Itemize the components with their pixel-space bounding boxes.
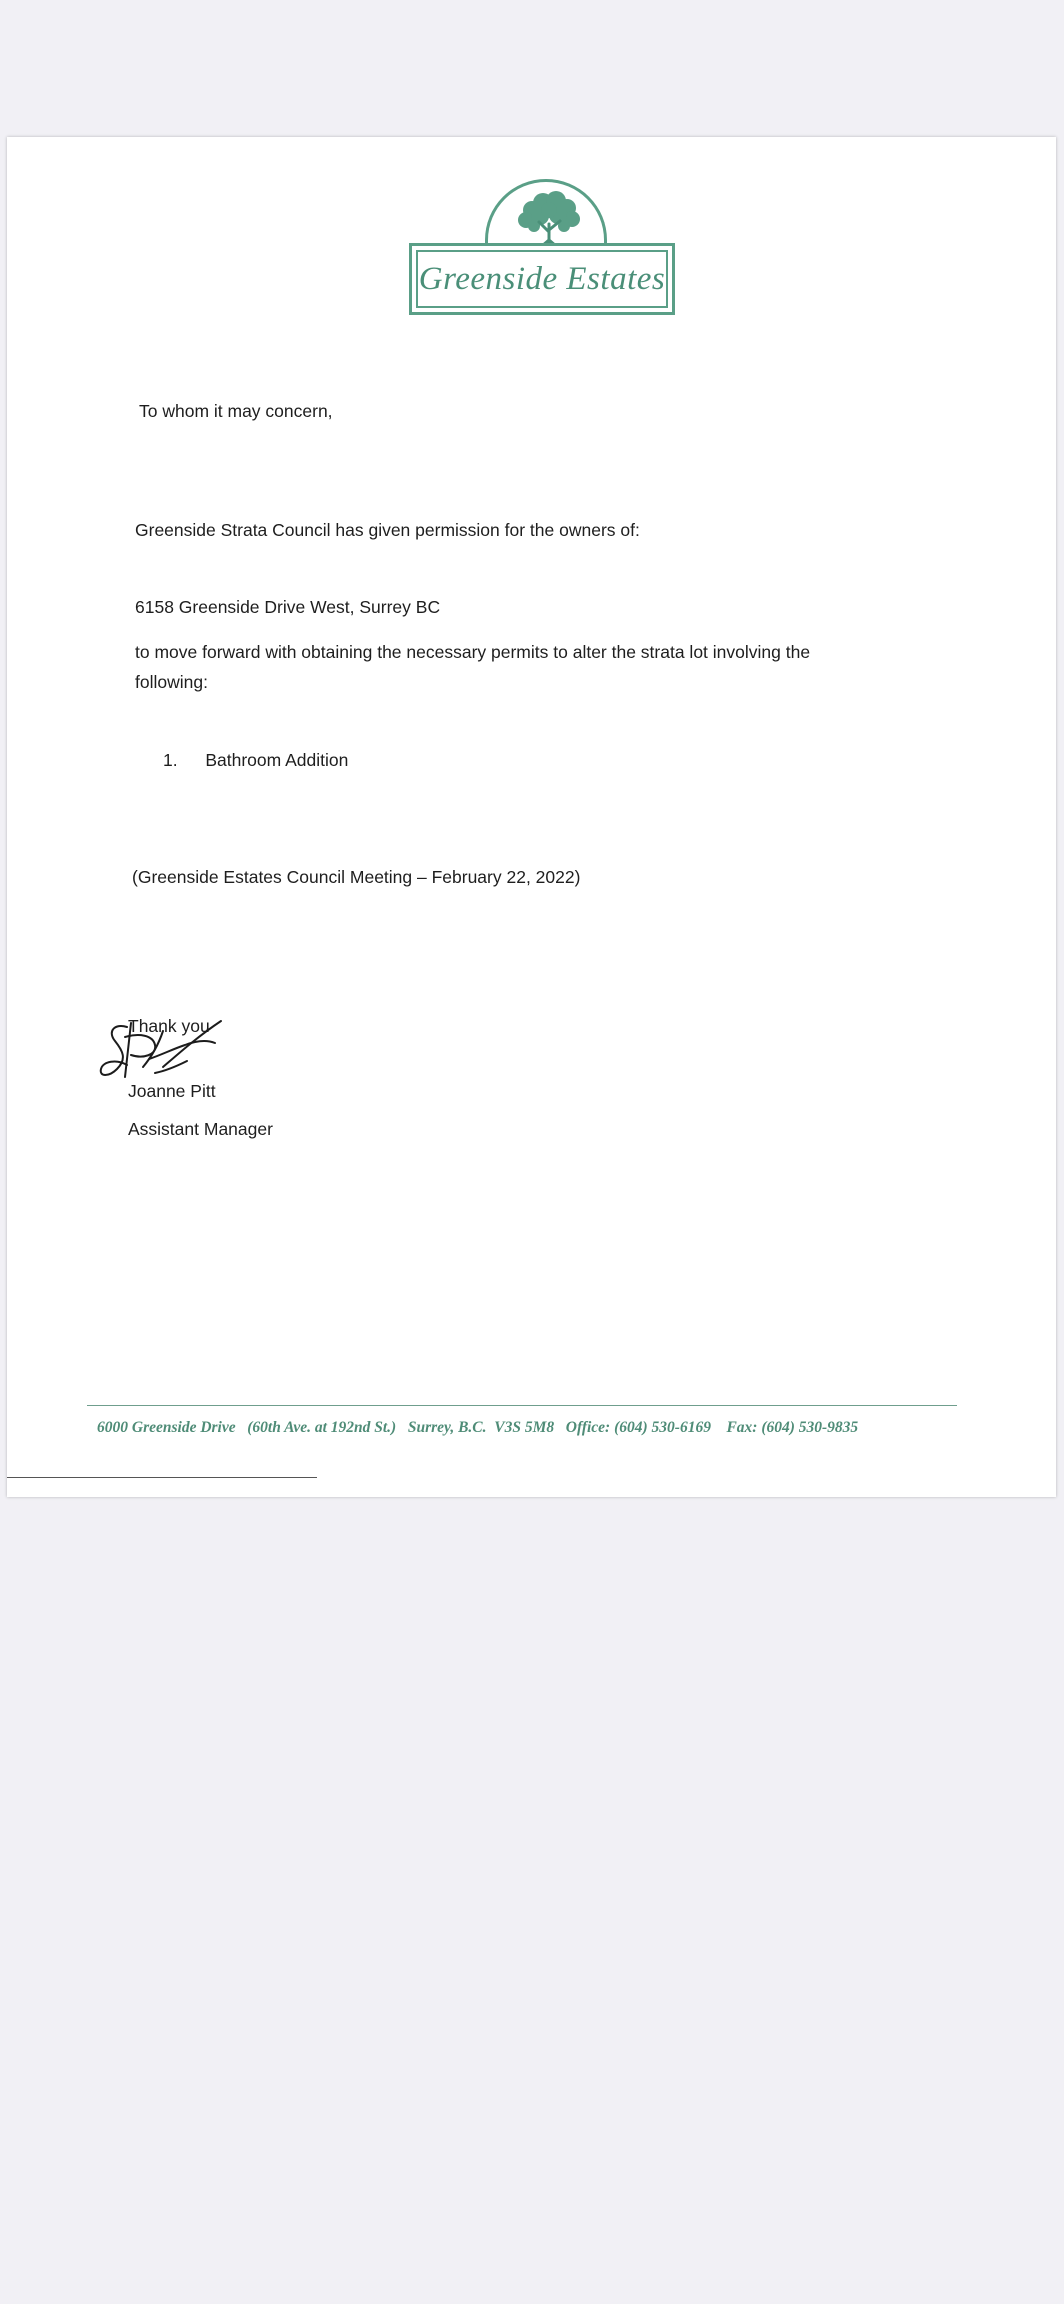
logo-arch (485, 179, 607, 249)
signer-title: Assistant Manager (128, 1119, 273, 1139)
list-item-text: Bathroom Addition (205, 750, 349, 770)
body-line-2: following: (135, 672, 208, 692)
bottom-divider (7, 1477, 317, 1478)
signer-name: Joanne Pitt (128, 1081, 216, 1101)
list-item-number: 1. (163, 750, 178, 770)
logo-frame (409, 243, 675, 315)
closing: Thank you (128, 1016, 210, 1036)
logo-text: Greenside Estates (418, 260, 666, 297)
property-address: 6158 Greenside Drive West, Surrey BC (135, 597, 441, 617)
intro-paragraph: Greenside Strata Council has given permission for the owners of: (135, 520, 640, 540)
salutation: To whom it may concern, (139, 401, 333, 421)
body-line-1: to move forward with obtaining the necessary permits to alter the strata lot involving the (135, 642, 811, 662)
letter-page (7, 137, 1056, 1497)
logo-inner-frame (416, 250, 668, 308)
tree-icon (512, 188, 586, 248)
greenside-estates-logo (409, 179, 685, 319)
list-item (163, 750, 348, 771)
footer-contact-info: 6000 Greenside Drive (60th Ave. at 192nd St.) Surrey, B.C. V3S 5M8 Office: (604) 530-6169 Fax: (604) 530-9835 (97, 1419, 859, 1436)
meeting-note: (Greenside Estates Council Meeting – February 22, 2022) (132, 867, 581, 887)
footer-divider (87, 1405, 957, 1406)
